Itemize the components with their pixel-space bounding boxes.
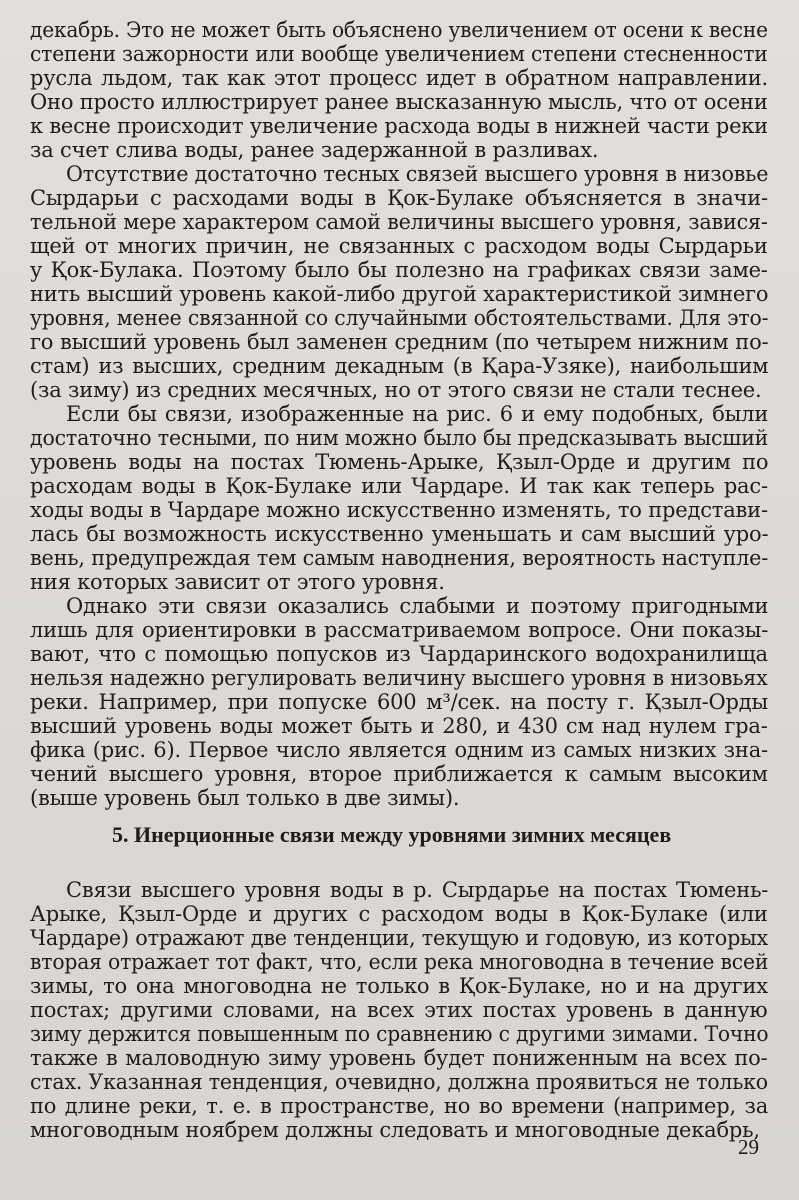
text-line: щей от многих причин, не связанных с расходом воды Сырдарьи [30, 234, 768, 258]
text-line: к весне происходит увеличение расхода воды в нижней части реки [30, 114, 768, 138]
text-line: русла льдом, так как этот процесс идет в обратном направлении. [30, 66, 769, 90]
text-line: вают, что с помощью попусков из Чардаринского водохранилища [30, 642, 768, 666]
text-line: (выше уровень был только в две зимы). [30, 786, 460, 810]
text-line: у Қок-Булака. Поэтому было бы полезно на графиках связи заме- [30, 258, 768, 282]
text-line: многоводным ноябрем должны следовать и многоводные декабрь, [30, 1118, 760, 1142]
text-line: постах; другими словами, на всех этих постах уровень в данную [30, 998, 768, 1022]
text-line: достаточно тесными, по ним можно было бы предсказывать высший [30, 426, 769, 450]
text-line: по длине реки, т. е. в пространстве, но во времени (например, за [30, 1094, 769, 1118]
section-heading: 5. Инерционные связи между уровнями зимних месяцев [112, 822, 672, 847]
text-line: Отсутствие достаточно тесных связей высшего уровня в низовье [66, 162, 769, 186]
text-line: зимы, то она многоводна не только в Қок-Булаке, но и на других [30, 974, 768, 998]
text-line: чений высшего уровня, второе приближается к самым высоким [30, 762, 768, 786]
text-line: стах. Указанная тенденция, очевидно, должна проявиться не только [30, 1070, 768, 1094]
text-line: (за зиму) из средних месячных, но от этого связи не стали теснее. [30, 378, 762, 402]
text-line: зиму держится повышенным по сравнению с другими зимами. Точно [30, 1022, 769, 1046]
text-line: Оно просто иллюстрирует ранее высказанную мысль, что от осени [30, 90, 768, 114]
text-line: нить высший уровень какой-либо другой характеристикой зимнего [30, 282, 769, 306]
text-line: уровень воды на постах Тюмень-Арыке, Қзыл-Орде и другим по [30, 450, 769, 474]
text-line: высший уровень воды может быть и 280, и 430 см над нулем гра- [30, 714, 768, 738]
text-line: Сырдарьи с расходами воды в Қок-Булаке объясняется в значи- [30, 186, 768, 210]
text-line: за счет слива воды, ранее задержанной в разливах. [30, 138, 599, 162]
text-line: Арыке, Қзыл-Орде и других с расходом воды в Қок-Булаке (или [30, 902, 768, 926]
text-line: вень, предупреждая тем самым наводнения, вероятность наступле- [30, 546, 769, 570]
text-line: тельной мере характером самой величины высшего уровня, завися- [30, 210, 768, 234]
text-line: Однако эти связи оказались слабыми и поэтому пригодными [66, 594, 769, 618]
page-number: 29 [738, 1135, 759, 1159]
text-line: также в маловодную зиму уровень будет пониженным на всех по- [30, 1046, 768, 1070]
text-line: Если бы связи, изображенные на рис. 6 и ему подобных, были [66, 402, 769, 426]
text-line: ходы воды в Чардаре можно искусственно изменять, то представи- [30, 498, 768, 522]
text-line: вторая отражает тот факт, что, если река многоводна в течение всей [30, 950, 769, 974]
text-line: го высший уровень был заменен средним (по четырем нижним по- [30, 330, 769, 354]
text-line: Чардаре) отражают две тенденции, текущую и годовую, из которых [30, 926, 768, 950]
text-line: нельзя надежно регулировать величину высшего уровня в низовьях [30, 666, 768, 690]
text-line: реки. Например, при попуске 600 м³/сек. на посту г. Қзыл-Орды [30, 690, 769, 714]
text-line: расходам воды в Қок-Булаке или Чардаре. И так как теперь рас- [30, 474, 768, 498]
text-line: Связи высшего уровня воды в р. Сырдарье на постах Тюмень- [66, 878, 769, 902]
text-line: ния которых зависит от этого уровня. [30, 570, 445, 594]
text-line: лишь для ориентировки в рассматриваемом вопросе. Они показы- [30, 618, 769, 642]
text-line: степени зажорности или вообще увеличением степени стесненности [30, 42, 768, 66]
text-line: лась бы возможность искусственно уменьшать и сам высший уро- [30, 522, 769, 546]
text-line: уровня, менее связанной со случайными обстоятельствами. Для это- [30, 306, 769, 330]
text-line: стам) из высших, средним декадным (в Қара-Узяке), наибольшим [30, 354, 769, 378]
text-line: декабрь. Это не может быть объяснено увеличением от осени к весне [30, 18, 768, 42]
text-line: фика (рис. 6). Первое число является одним из самых низких зна- [30, 738, 768, 762]
